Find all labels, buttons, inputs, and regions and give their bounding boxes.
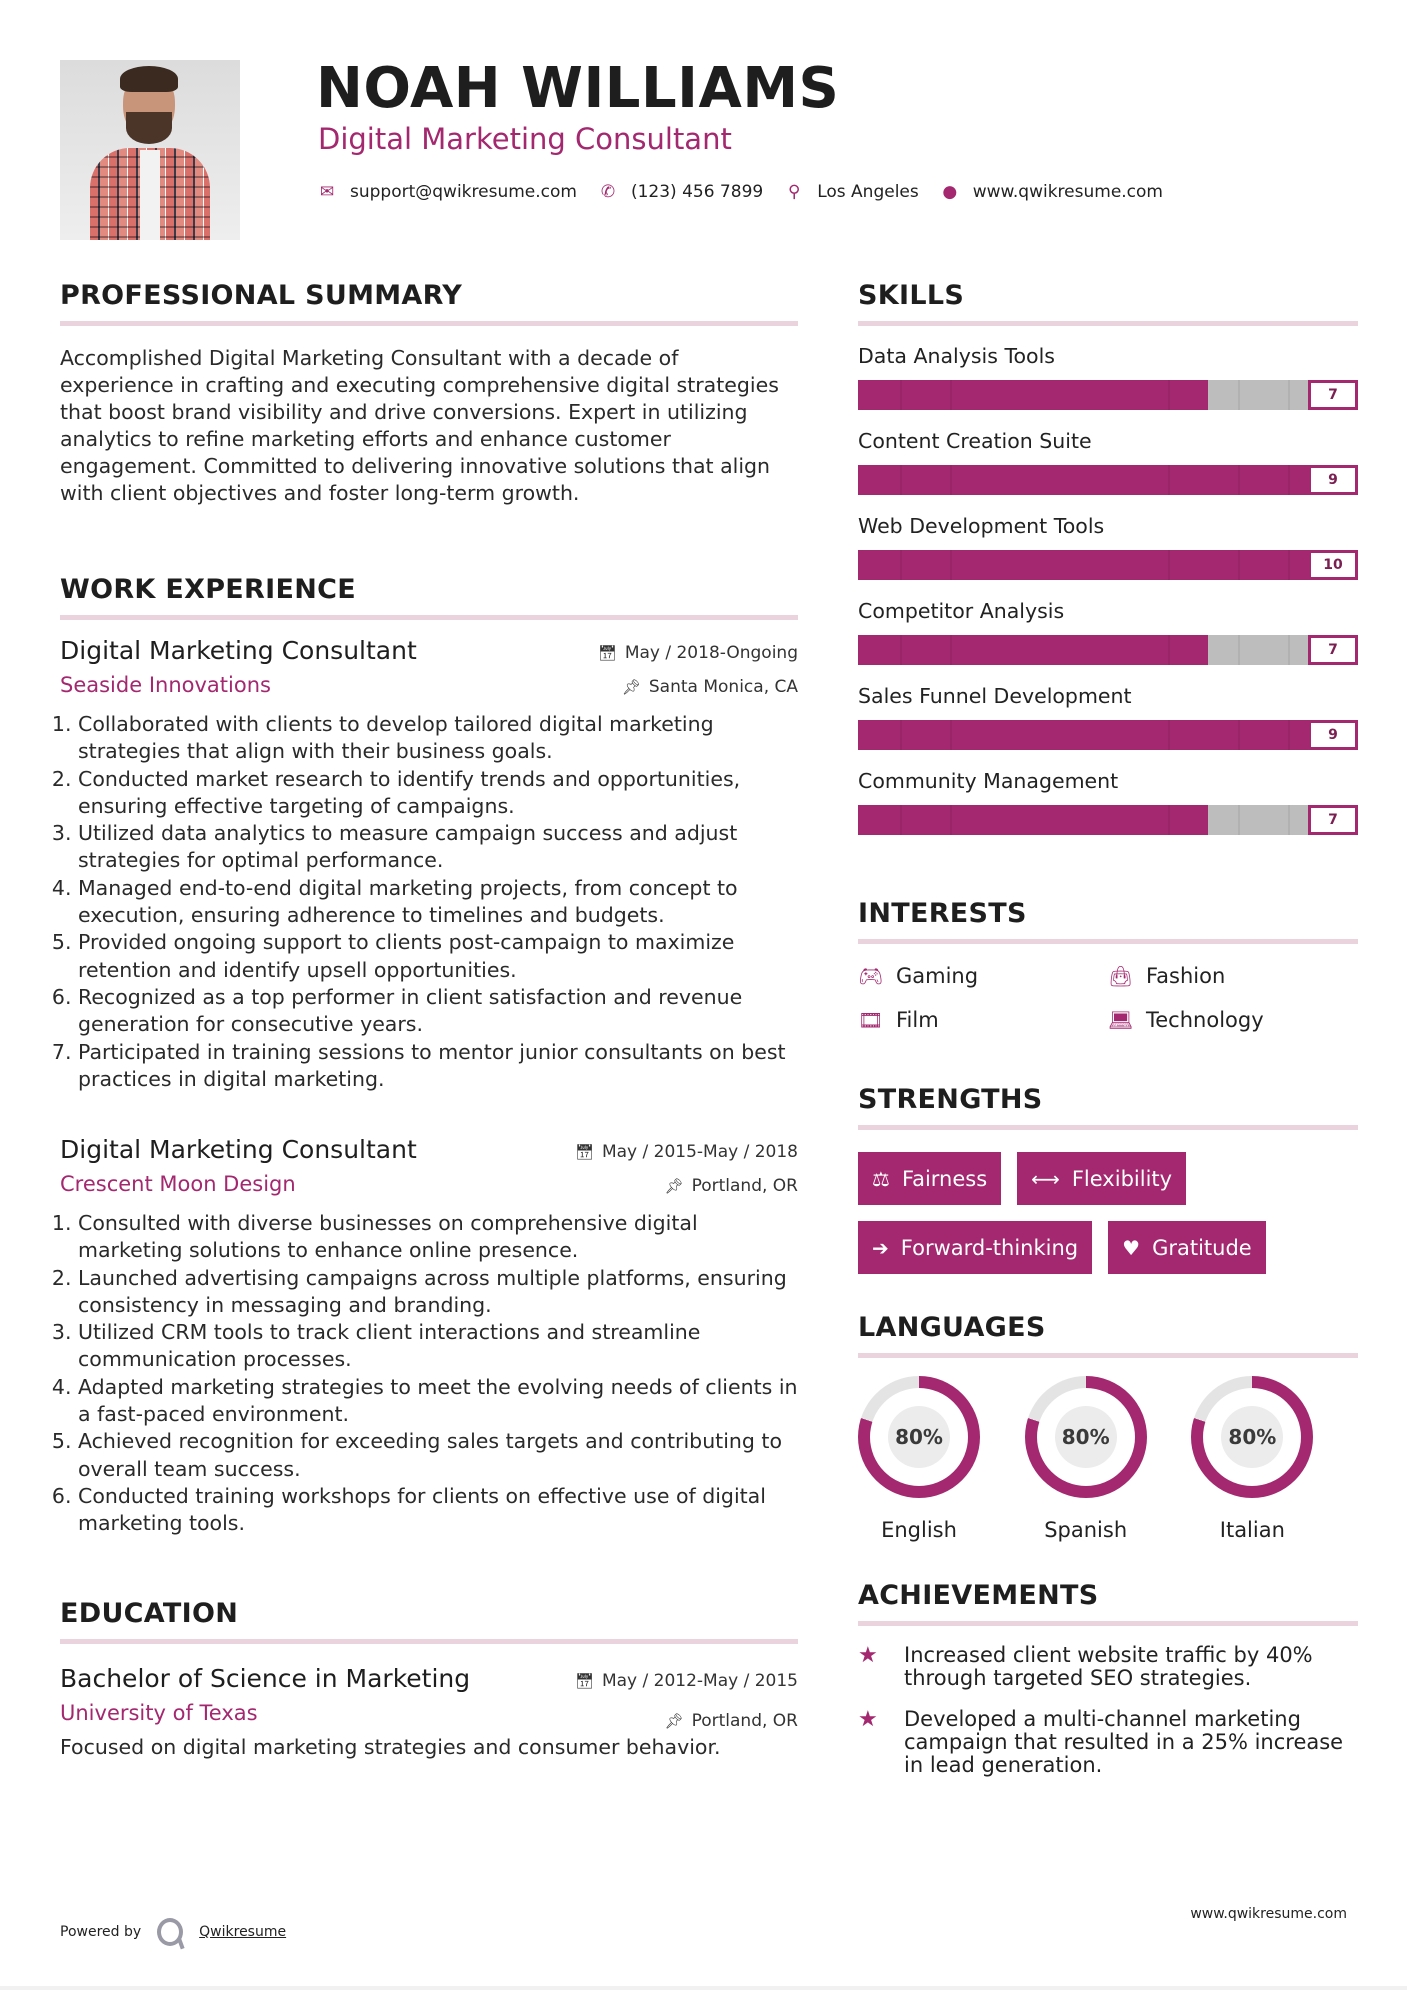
achievement-item	[858, 1708, 1358, 1777]
arrow-right-icon: ➔	[872, 1235, 889, 1260]
school-name: University of Texas	[60, 1701, 258, 1725]
skill-label: Community Management	[858, 769, 1119, 793]
language-percent: 80%	[1061, 1425, 1110, 1449]
skill-label: Competitor Analysis	[858, 599, 1065, 623]
interest-label: Gaming	[896, 964, 979, 988]
map-pin-icon: ⚲	[787, 182, 801, 202]
job-location: Santa Monica, CA	[648, 677, 798, 697]
skill-item	[858, 599, 1358, 665]
language-label: English	[881, 1518, 957, 1542]
job-entry	[60, 1135, 798, 1538]
interest-item	[858, 1008, 1108, 1032]
envelope-icon: ✉	[319, 182, 335, 202]
calendar-icon: 📅︎	[574, 1143, 594, 1161]
summary-section	[60, 280, 798, 507]
interest-item	[1108, 964, 1358, 988]
footer-powered-by	[60, 1918, 286, 1946]
experience-section	[60, 574, 798, 1574]
skill-bar	[858, 805, 1358, 835]
job-bullets	[60, 1210, 798, 1538]
section-divider	[60, 615, 798, 620]
interests-section	[858, 898, 1358, 1032]
section-divider	[60, 1639, 798, 1644]
interest-item	[1108, 1008, 1358, 1032]
balance-scale-icon: ⚖	[872, 1166, 890, 1191]
skill-label: Sales Funnel Development	[858, 684, 1132, 708]
language-label: Italian	[1219, 1518, 1285, 1542]
job-company: Seaside Innovations	[60, 673, 271, 697]
contact-phone[interactable]: (123) 456 7899	[630, 182, 764, 202]
skill-item	[858, 684, 1358, 750]
interest-label: Film	[896, 1008, 939, 1032]
skill-label: Web Development Tools	[858, 514, 1105, 538]
language-label: Spanish	[1044, 1518, 1128, 1542]
education-date: May / 2012-May / 2015	[601, 1671, 798, 1691]
strength-label: Gratitude	[1152, 1235, 1252, 1260]
job-meta	[598, 642, 798, 698]
job-date: May / 2018-Ongoing	[624, 643, 798, 663]
language-progress-ring	[1191, 1376, 1313, 1498]
candidate-name: NOAH WILLIAMS	[316, 56, 840, 121]
interest-label: Technology	[1146, 1008, 1264, 1032]
skill-item	[858, 514, 1358, 580]
skill-bar	[858, 465, 1358, 495]
skill-bar	[858, 550, 1358, 580]
contact-email[interactable]: support@qwikresume.com	[350, 182, 577, 202]
globe-icon: ●	[942, 182, 958, 202]
section-heading: LANGUAGES	[858, 1312, 1046, 1343]
calendar-icon: 📅︎	[597, 644, 617, 662]
section-divider	[858, 1125, 1358, 1130]
job-title: Digital Marketing Consultant	[60, 1135, 417, 1164]
skills-section	[858, 280, 1358, 835]
calendar-icon: 📅︎	[574, 1672, 594, 1690]
arrows-horizontal-icon: ⟷	[1031, 1166, 1060, 1191]
list-item: 6. Conducted training workshops for clients on effective use of digital marketing tools.	[78, 1483, 798, 1538]
achievement-text: Developed a multi-channel marketing campaign that resulted in a 25% increase in lead generation.	[904, 1707, 1344, 1777]
section-heading: WORK EXPERIENCE	[60, 574, 356, 605]
language-progress-ring	[1025, 1376, 1147, 1498]
skill-score-badge: 10	[1308, 550, 1358, 580]
language-item	[1191, 1376, 1358, 1542]
language-percent: 80%	[895, 1425, 943, 1449]
summary-text: Accomplished Digital Marketing Consultant with a decade of experience in crafting and executing comprehensive digital strategies that boost brand visibility and drive conversions. Expert in utilizing analytics to refine marketing efforts and enhance customer engagement. Committed to delivering innovative solutions that align with client objectives and foster long-term growth.	[60, 346, 779, 505]
list-item: 3. Utilized data analytics to measure campaign success and adjust strategies for optimal performance.	[78, 820, 798, 875]
strength-badge	[858, 1221, 1092, 1274]
skill-item	[858, 429, 1358, 495]
profile-photo	[60, 60, 240, 240]
language-item	[1025, 1376, 1192, 1542]
footer-url[interactable]: www.qwikresume.com	[1190, 1906, 1347, 1922]
brand-link[interactable]: Qwikresume	[199, 1924, 287, 1940]
job-company: Crescent Moon Design	[60, 1172, 296, 1196]
degree-title: Bachelor of Science in Marketing	[60, 1664, 471, 1693]
list-item: 3. Utilized CRM tools to track client interactions and streamline communication processes.	[78, 1319, 798, 1374]
languages-section	[858, 1312, 1358, 1542]
job-title: Digital Marketing Consultant	[60, 636, 417, 665]
heart-icon: ♥	[1122, 1235, 1141, 1260]
job-bullets	[60, 711, 798, 1093]
job-location: Portland, OR	[691, 1176, 798, 1196]
skill-bar	[858, 720, 1358, 750]
strength-label: Flexibility	[1071, 1166, 1173, 1191]
section-divider	[858, 321, 1358, 326]
education-meta	[575, 1670, 798, 1732]
list-item: 5. Achieved recognition for exceeding sales targets and contributing to overall team success.	[78, 1428, 798, 1483]
list-item: 4. Managed end-to-end digital marketing projects, from concept to execution, ensuring adherence to timelines and budgets.	[78, 875, 798, 930]
skill-label: Content Creation Suite	[858, 429, 1092, 453]
section-divider	[858, 1353, 1358, 1358]
strength-label: Forward-thinking	[900, 1235, 1079, 1260]
gamepad-icon: 🎮︎	[858, 964, 884, 988]
candidate-title: Digital Marketing Consultant	[318, 122, 732, 156]
phone-icon: ✆	[600, 182, 616, 202]
education-section	[60, 1598, 798, 1759]
laptop-icon: 💻︎	[1108, 1008, 1134, 1032]
achievements-section	[858, 1580, 1358, 1777]
star-icon: ★	[858, 1707, 878, 1732]
contact-website[interactable]: www.qwikresume.com	[972, 182, 1163, 202]
pushpin-icon: 📌︎	[621, 678, 641, 696]
list-item: 4. Adapted marketing strategies to meet the evolving needs of clients in a fast-paced environment.	[78, 1374, 798, 1429]
section-heading: STRENGTHS	[858, 1084, 1043, 1115]
skill-score-badge: 9	[1308, 720, 1358, 750]
language-item	[858, 1376, 1025, 1542]
education-description: Focused on digital marketing strategies and consumer behavior.	[60, 1735, 721, 1759]
section-divider	[858, 939, 1358, 944]
strength-badge	[1017, 1152, 1186, 1205]
education-location: Portland, OR	[691, 1711, 798, 1731]
skill-bar	[858, 380, 1358, 410]
section-divider	[60, 321, 798, 326]
strengths-section	[858, 1084, 1358, 1274]
job-entry	[60, 636, 798, 1093]
qwikresume-logo-icon	[157, 1918, 183, 1946]
interest-item	[858, 964, 1108, 988]
achievement-item	[858, 1644, 1358, 1690]
section-heading: PROFESSIONAL SUMMARY	[60, 280, 463, 311]
strength-badge	[858, 1152, 1001, 1205]
shopping-bag-icon: 👜︎	[1108, 964, 1134, 988]
list-item: 2. Conducted market research to identify trends and opportunities, ensuring effective targeting of campaigns.	[78, 766, 798, 821]
powered-by-label: Powered by	[60, 1924, 142, 1940]
star-icon: ★	[858, 1643, 878, 1668]
list-item: 7. Participated in training sessions to mentor junior consultants on best practices in digital marketing.	[78, 1039, 798, 1094]
contact-bar	[318, 182, 1185, 202]
section-heading: EDUCATION	[60, 1598, 239, 1629]
contact-location: Los Angeles	[817, 182, 919, 202]
job-date: May / 2015-May / 2018	[601, 1142, 798, 1162]
section-heading: INTERESTS	[858, 898, 1027, 929]
achievement-text: Increased client website traffic by 40% through targeted SEO strategies.	[904, 1643, 1313, 1690]
list-item: 1. Collaborated with clients to develop tailored digital marketing strategies that align with their business goals.	[78, 711, 798, 766]
language-progress-ring	[858, 1376, 980, 1498]
skill-item	[858, 769, 1358, 835]
skill-score-badge: 7	[1308, 805, 1358, 835]
section-heading: SKILLS	[858, 280, 965, 311]
language-percent: 80%	[1228, 1425, 1277, 1449]
list-item: 1. Consulted with diverse businesses on comprehensive digital marketing solutions to enhance online presence.	[78, 1210, 798, 1265]
skill-label: Data Analysis Tools	[858, 344, 1055, 368]
section-heading: ACHIEVEMENTS	[858, 1580, 1099, 1611]
strength-badge	[1108, 1221, 1266, 1274]
skill-item	[858, 344, 1358, 410]
list-item: 2. Launched advertising campaigns across multiple platforms, ensuring consistency in messaging and branding.	[78, 1265, 798, 1320]
skill-score-badge: 9	[1308, 465, 1358, 495]
section-divider	[858, 1621, 1358, 1626]
strength-label: Fairness	[901, 1166, 988, 1191]
skill-bar	[858, 635, 1358, 665]
skill-score-badge: 7	[1308, 635, 1358, 665]
pushpin-icon: 📌︎	[664, 1712, 684, 1730]
interest-label: Fashion	[1146, 964, 1226, 988]
list-item: 6. Recognized as a top performer in client satisfaction and revenue generation for consecutive years.	[78, 984, 798, 1039]
list-item: 5. Provided ongoing support to clients post-campaign to maximize retention and identify upsell opportunities.	[78, 929, 798, 984]
bottom-divider	[0, 1986, 1407, 1990]
job-meta	[575, 1141, 798, 1197]
skill-score-badge: 7	[1308, 380, 1358, 410]
film-icon: 🎞︎	[858, 1008, 884, 1032]
pushpin-icon: 📌︎	[664, 1177, 684, 1195]
